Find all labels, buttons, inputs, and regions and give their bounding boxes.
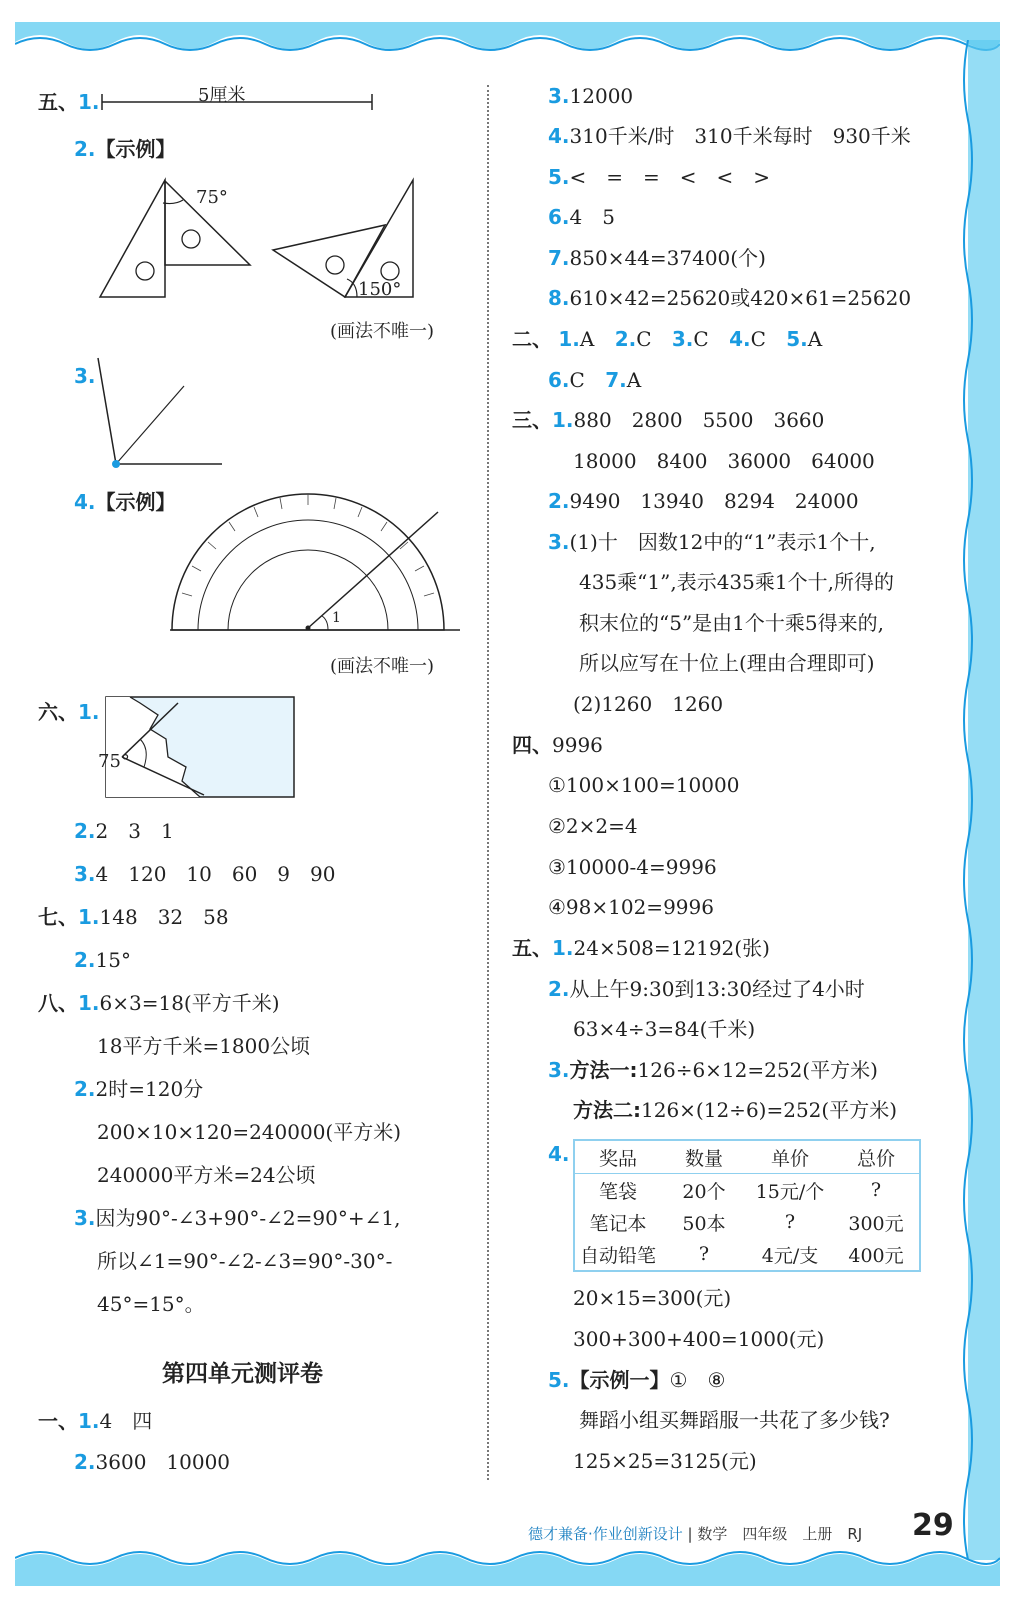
- section-label: 七、: [38, 905, 78, 929]
- question-number: 2.: [74, 819, 96, 843]
- question-number: 2.: [74, 948, 96, 972]
- prize-table: [573, 1139, 921, 1272]
- answer-text: 4 四: [99, 1409, 153, 1433]
- section-2-line-1: [512, 327, 822, 351]
- question-number: 6.: [548, 205, 570, 229]
- torn-paper-figure: [100, 695, 300, 800]
- answer-text: 240000平方米=24公顷: [97, 1163, 316, 1187]
- question-number: 7.: [605, 368, 627, 392]
- question-number: 2.: [74, 1077, 96, 1101]
- question-number: 2.: [614, 327, 637, 351]
- answer-text: 所以∠1=90°-∠2-∠3=90°-30°-: [97, 1249, 393, 1273]
- page-number: 29: [912, 1508, 954, 1543]
- brand-name: 德才兼备·作业创新设计: [528, 1525, 683, 1543]
- q8-line: [548, 286, 911, 310]
- section-label: 五、: [38, 90, 78, 114]
- section-5-q3: [74, 364, 96, 388]
- answer-text: A: [579, 327, 595, 351]
- table-row: [574, 1206, 920, 1238]
- question-number: 4.: [74, 490, 96, 514]
- segment-length-label: 5厘米: [198, 85, 246, 106]
- section-8-q1: [38, 991, 280, 1015]
- section-label: 三、: [512, 408, 552, 432]
- section-label: 五、: [512, 936, 552, 960]
- answer-text: 610×42=25620或420×61=25620: [569, 286, 912, 310]
- table-header: 单价: [747, 1140, 833, 1174]
- unit-section-1-q1: [38, 1409, 152, 1433]
- answer-text: 880 2800 5500 3660: [573, 408, 825, 432]
- question-number: 1.: [78, 905, 100, 929]
- wave-border-right: [960, 40, 1000, 1560]
- question-number: 3.: [74, 1206, 96, 1230]
- q4-line: [548, 124, 911, 148]
- table-cell: 笔袋: [598, 1180, 637, 1203]
- question-number: 5.: [786, 327, 808, 351]
- answer-text: 310千米/时 310千米每时 930千米: [569, 124, 911, 148]
- answer-text: 126÷6×12=252(平方米): [637, 1058, 878, 1082]
- question-number: 3.: [548, 530, 570, 554]
- question-number: 8.: [548, 286, 570, 310]
- section-label: 八、: [38, 991, 78, 1015]
- answer-text: 12000: [569, 84, 634, 108]
- answer-text: 2 3 1: [95, 819, 174, 843]
- question-number: 3.: [548, 84, 570, 108]
- question-number: 1.: [78, 991, 100, 1015]
- question-number: 2.: [74, 1450, 96, 1474]
- question-number: 7.: [548, 246, 570, 270]
- table-cell: ?: [784, 1211, 796, 1233]
- table-row: [574, 1174, 920, 1207]
- section-5-r-q2: [548, 977, 865, 1001]
- section-label: 四、: [512, 733, 552, 757]
- answer-text: 4 120 10 60 9 90: [95, 862, 336, 886]
- answer-text: ① ⑧: [669, 1368, 726, 1392]
- section-3-q2: [548, 489, 859, 513]
- answer-text: (2)1260 1260: [573, 692, 724, 716]
- section-5-r-q5: [548, 1368, 725, 1392]
- table-cell: 笔记本: [589, 1212, 647, 1235]
- answer-text: ③10000-4=9996: [548, 855, 717, 879]
- question-number: 3.: [671, 327, 694, 351]
- unit-title: 第四单元测评卷: [162, 1361, 323, 1387]
- question-number: 2.: [548, 489, 570, 513]
- example-tag: 【示例】: [95, 137, 176, 161]
- answer-text: 126×(12÷6)=252(平方米): [641, 1098, 898, 1122]
- section-8-q2: [74, 1077, 203, 1101]
- section-label: 二、: [512, 327, 552, 351]
- answer-text: 24×508=12192(张): [573, 936, 770, 960]
- question-number: 1.: [552, 408, 574, 432]
- section-3-q1: [512, 408, 824, 432]
- table-cell: 300元: [848, 1212, 904, 1235]
- answer-text: 9996: [552, 733, 603, 757]
- example-tag: 【示例】: [95, 490, 176, 514]
- question-number: 4.: [548, 1142, 570, 1166]
- answer-text: 所以应写在十位上(理由合理即可): [579, 651, 875, 675]
- question-number: 1.: [78, 90, 100, 114]
- answer-text: 45°=15°。: [97, 1292, 205, 1316]
- book-info: 数学 四年级 上册 RJ: [697, 1525, 863, 1543]
- answer-text: 6×3=18(平方千米): [99, 991, 280, 1015]
- answer-text: 积末位的“5”是由1个十乘5得来的,: [579, 611, 884, 635]
- section-5-r-q4: [548, 1142, 570, 1166]
- table-cell: ?: [870, 1179, 882, 1201]
- table-cell: 4元/支: [761, 1244, 819, 1267]
- question-number: 1.: [78, 1409, 100, 1433]
- example-tag: 【示例一】: [569, 1368, 670, 1392]
- question-number: 2.: [548, 977, 570, 1001]
- question-number: 2.: [74, 137, 96, 161]
- answer-text: ④98×102=9996: [548, 895, 714, 919]
- answer-text: 125×25=3125(元): [573, 1449, 757, 1473]
- answer-text: ②2×2=4: [548, 814, 638, 838]
- answer-text: A: [807, 327, 823, 351]
- answer-text: 4 5: [569, 205, 615, 229]
- question-number: 5.: [548, 1368, 570, 1392]
- question-number: 4.: [548, 124, 570, 148]
- section-5-q2: [74, 137, 176, 161]
- question-number: 1.: [78, 700, 100, 724]
- question-number: 1.: [552, 936, 574, 960]
- answer-text: C: [636, 327, 652, 351]
- method-label: 方法一:: [569, 1058, 638, 1082]
- angle-figure: [94, 352, 224, 472]
- answer-text: 2时=120分: [95, 1077, 204, 1101]
- answer-text: C: [569, 368, 585, 392]
- answer-text: A: [626, 368, 642, 392]
- table-header: 数量: [661, 1140, 747, 1174]
- unit-section-1-q2: [74, 1450, 230, 1474]
- table-header: 奖品: [574, 1140, 661, 1174]
- section-7-q2: [74, 948, 131, 972]
- answer-text: 18000 8400 36000 64000: [573, 449, 875, 473]
- answer-text: C: [693, 327, 709, 351]
- answer-text: 3600 10000: [95, 1450, 231, 1474]
- question-number: 4.: [729, 327, 751, 351]
- section-label: 一、: [38, 1409, 78, 1433]
- angle-label-1: 1: [332, 610, 341, 626]
- table-row: [574, 1238, 920, 1271]
- q5-line: [548, 165, 770, 189]
- answer-text: C: [750, 327, 766, 351]
- answer-text: 148 32 58: [99, 905, 229, 929]
- q7-line: [548, 246, 766, 270]
- section-7-q1: [38, 905, 229, 929]
- question-number: 3.: [548, 1058, 570, 1082]
- table-header-row: [574, 1140, 920, 1174]
- q3-line: [548, 84, 633, 108]
- section-2-line-2: [548, 368, 641, 392]
- answer-text: 舞蹈小组买舞蹈服一共花了多少钱?: [579, 1408, 890, 1432]
- section-5-r-q3: [548, 1058, 878, 1082]
- answer-text: 300+300+400=1000(元): [573, 1327, 825, 1351]
- angle-label-75: 75°: [98, 751, 130, 772]
- question-number: 3.: [74, 862, 96, 886]
- angle-label-75: 75°: [196, 187, 228, 208]
- section-3-q3: [548, 530, 876, 554]
- answer-text: (1)十 因数12中的“1”表示1个十,: [569, 530, 876, 554]
- table-cell: 50本: [682, 1212, 726, 1235]
- answer-text: 20×15=300(元): [573, 1286, 732, 1310]
- table-cell: ?: [698, 1243, 710, 1265]
- section-label: 六、: [38, 700, 78, 724]
- answer-text: 9490 13940 8294 24000: [569, 489, 859, 513]
- question-number: 1.: [558, 327, 580, 351]
- answer-text: 200×10×120=240000(平方米): [97, 1120, 402, 1144]
- table-cell: 20个: [682, 1180, 726, 1203]
- wave-border-top: [15, 22, 1000, 56]
- footer-brand: 德才兼备·作业创新设计 | 数学 四年级 上册 RJ: [528, 1525, 863, 1543]
- section-5-q1: [38, 90, 100, 114]
- section-6-q3: [74, 862, 336, 886]
- section-5-r-q1: [512, 936, 770, 960]
- wave-border-bottom: [15, 1546, 1000, 1586]
- answer-text: 因为90°-∠3+90°-∠2=90°+∠1,: [95, 1206, 401, 1230]
- section-6-q1: [38, 700, 100, 724]
- answer-text: 850×44=37400(个): [569, 246, 766, 270]
- table-cell: 15元/个: [755, 1180, 825, 1203]
- drawing-note: (画法不唯一): [330, 656, 435, 677]
- method-2-line: [573, 1098, 897, 1122]
- method-label: 方法二:: [573, 1098, 641, 1122]
- answer-text: < = = < < >: [569, 165, 771, 189]
- protractor-figure: [170, 490, 465, 638]
- section-4: [512, 733, 603, 757]
- question-number: 6.: [548, 368, 570, 392]
- answer-text: 从上午9:30到13:30经过了4小时: [569, 977, 865, 1001]
- column-divider: [487, 85, 489, 1480]
- table-cell: 自动铅笔: [579, 1244, 656, 1267]
- answer-text: 435乘“1”,表示435乘1个十,所得的: [579, 570, 894, 594]
- answer-text: 18平方千米=1800公顷: [97, 1034, 311, 1058]
- answer-text: 63×4÷3=84(千米): [573, 1017, 756, 1041]
- section-8-q3: [74, 1206, 400, 1230]
- angle-label-150: 150°: [358, 279, 402, 300]
- section-5-q4: [74, 490, 176, 514]
- drawing-note: (画法不唯一): [330, 321, 435, 342]
- answer-text: 15°: [95, 948, 131, 972]
- answer-text: ①100×100=10000: [548, 773, 740, 797]
- q6-line: [548, 205, 615, 229]
- question-number: 5.: [548, 165, 570, 189]
- question-number: 3.: [74, 364, 96, 388]
- table-header: 总价: [833, 1140, 920, 1174]
- table-cell: 400元: [848, 1244, 904, 1267]
- section-6-q2: [74, 819, 174, 843]
